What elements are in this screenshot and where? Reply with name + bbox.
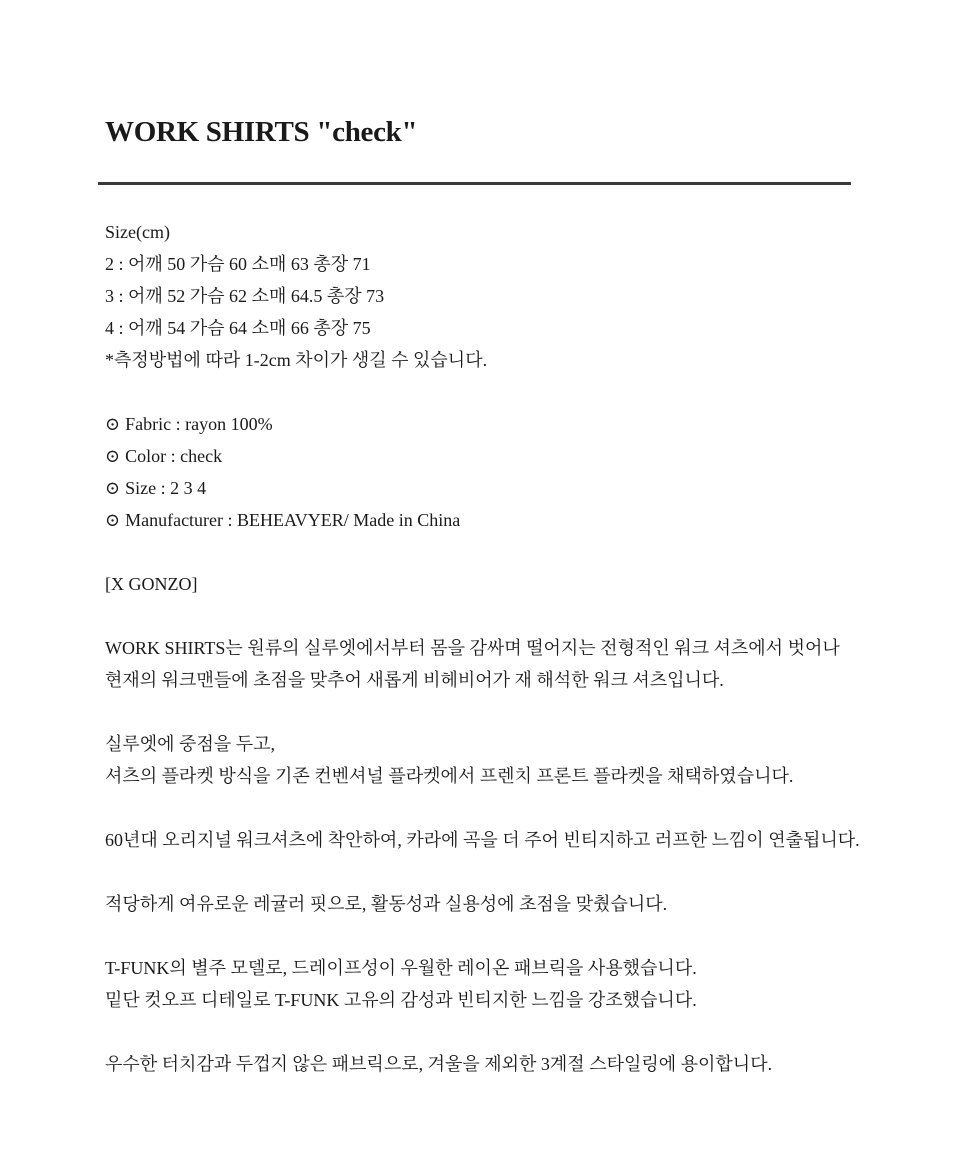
description-line: 우수한 터치감과 두껍지 않은 패브릭으로, 겨울을 제외한 3계절 스타일링에 용이합니다. <box>105 1054 773 1074</box>
spacer <box>105 600 865 632</box>
size-row: 4 : 어깨 54 가슴 64 소매 66 총장 75 <box>105 318 371 338</box>
size-row: 2 : 어깨 50 가슴 60 소매 63 총장 71 <box>105 254 371 274</box>
description-paragraph <box>105 952 865 1016</box>
spacer <box>105 1016 865 1048</box>
description-paragraph <box>105 888 865 920</box>
spec-list <box>105 408 865 536</box>
circled-dot-icon: ⊙ <box>105 510 121 530</box>
description-line: T-FUNK의 별주 모델로, 드레이프성이 우월한 레이온 패브릭을 사용했습니다. <box>105 958 697 978</box>
description-line: 실루엣에 중점을 두고, <box>105 734 275 754</box>
spacer <box>105 792 865 824</box>
size-note: *측정방법에 따라 1-2cm 차이가 생길 수 있습니다. <box>105 350 488 370</box>
description-line: WORK SHIRTS는 원류의 실루엣에서부터 몸을 감싸며 떨어지는 전형적인 워크 셔츠에서 벗어나 <box>105 638 840 658</box>
spacer <box>105 856 865 888</box>
collab-label: [X GONZO] <box>105 574 198 594</box>
spec-item-manufacturer <box>105 504 865 536</box>
spec-item-color <box>105 440 865 472</box>
spec-item-text: Size : 2 3 4 <box>125 478 207 498</box>
description-paragraph <box>105 1048 865 1080</box>
spec-item-size <box>105 472 865 504</box>
description-line: 현재의 워크맨들에 초점을 맞추어 새롭게 비헤비어가 재 해석한 워크 셔츠입니다. <box>105 670 724 690</box>
description-line: 60년대 오리지널 워크셔츠에 착안하여, 카라에 곡을 더 주어 빈티지하고 러프한 느낌이 연출됩니다. <box>105 830 860 850</box>
spacer <box>105 536 865 568</box>
description-paragraph <box>105 728 865 792</box>
spec-item-text: Color : check <box>125 446 223 466</box>
product-description <box>105 216 865 1080</box>
spec-item-fabric <box>105 408 865 440</box>
size-section <box>105 216 865 376</box>
description-line: 적당하게 여유로운 레귤러 핏으로, 활동성과 실용성에 초점을 맞췄습니다. <box>105 894 668 914</box>
size-header: Size(cm) <box>105 222 170 242</box>
spec-item-text: Manufacturer : BEHEAVYER/ Made in China <box>125 510 461 530</box>
description-line: 셔츠의 플라켓 방식을 기존 컨벤셔널 플라켓에서 프렌치 프론트 플라켓을 채택하였습니다. <box>105 766 794 786</box>
circled-dot-icon: ⊙ <box>105 446 121 466</box>
description-paragraph <box>105 632 865 696</box>
size-row: 3 : 어깨 52 가슴 62 소매 64.5 총장 73 <box>105 286 385 306</box>
product-title: WORK SHIRTS "check" <box>105 116 418 148</box>
circled-dot-icon: ⊙ <box>105 414 121 434</box>
description-line: 밑단 컷오프 디테일로 T-FUNK 고유의 감성과 빈티지한 느낌을 강조했습니다. <box>105 990 697 1010</box>
description-paragraph <box>105 824 865 856</box>
spacer <box>105 376 865 408</box>
spec-item-text: Fabric : rayon 100% <box>125 414 273 434</box>
circled-dot-icon: ⊙ <box>105 478 121 498</box>
title-divider <box>98 182 851 185</box>
spacer <box>105 920 865 952</box>
spacer <box>105 696 865 728</box>
